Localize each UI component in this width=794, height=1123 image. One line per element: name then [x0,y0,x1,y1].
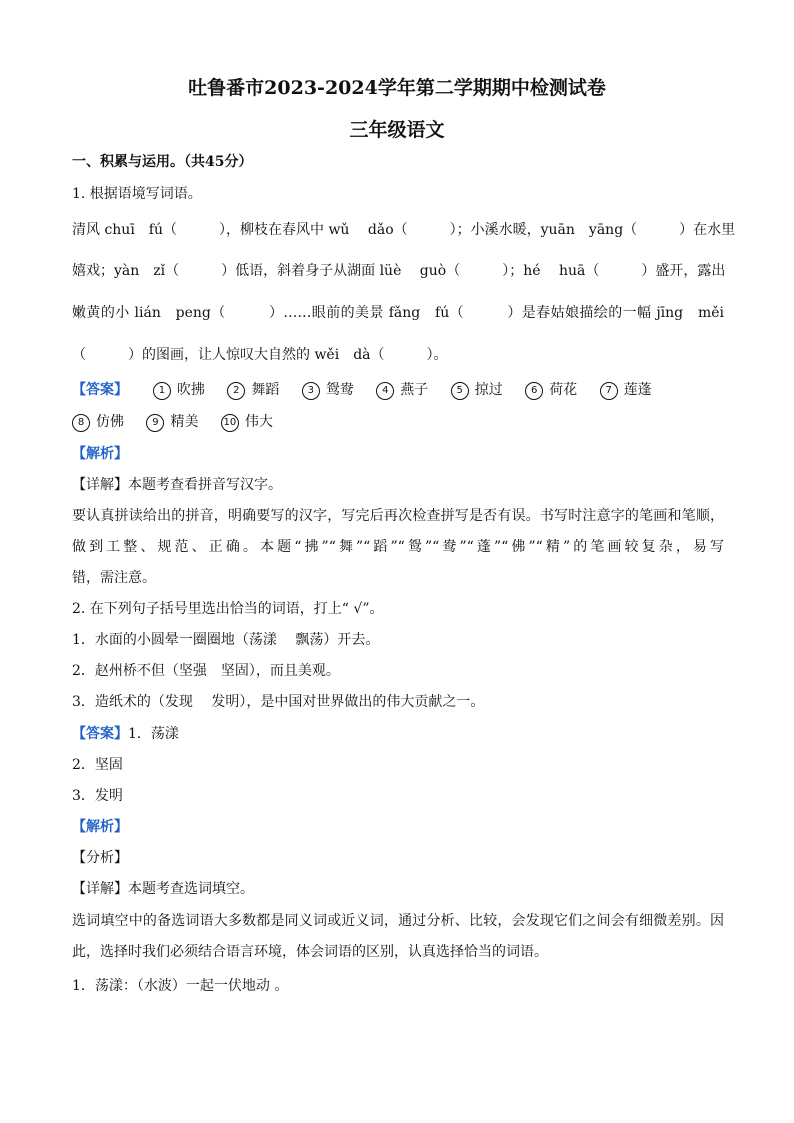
q2-answer: 1．荡漾 [128,726,179,742]
q1-passage-line: 嬉戏；yàn zǐ（ ）低语，斜着身子从湖面 lüè guò（ ）；hé huā（ ）盛开，露出 [72,263,726,279]
q1-stem: 1. 根据语境写词语。 [72,186,202,202]
answer-item: 1 吹拂 [153,379,205,400]
analysis-tag: 【解析】 [72,446,128,462]
answer-item: 3 鸳鸯 [302,379,354,400]
q1-passage-line: （ ）的图画，让人惊叹大自然的 wěi dà（ ）。 [72,347,448,363]
q2-explain-line: 选词填空中的备选词语大多数都是同义词或近义词，通过分析、比较，会发现它们之间会有细微差别。因 [72,913,724,929]
circled-number: 4 [376,382,394,400]
section-heading: 一、积累与运用。（共45分） [72,154,253,170]
answer-item: 10 伟大 [221,411,273,432]
circled-number: 3 [302,382,320,400]
q1-explain-line: 错，需注意。 [72,570,156,586]
q2-answer-row [72,723,724,743]
analysis-tag: 【解析】 [72,819,128,835]
q2-last-line: 1．荡漾：（水波）一起一伏地动 。 [72,978,289,994]
q2-item: 1．水面的小圆晕一圈圈地（荡漾 飘荡）开去。 [72,632,380,648]
q1-explain-line: 做到工整、规范、正确。本题“拂”“舞”“蹈”“鸳”“鸯”“蓬”“佛”“精”的笔画较复杂，易写 [72,539,724,555]
q1-answer-row [72,411,724,432]
q2-answer: 3．发明 [72,788,123,804]
exam-title: 吐鲁番市2023-2024学年第二学期期中检测试卷 [188,77,606,99]
q2-item: 2．赵州桥不但（坚强 坚固），而且美观。 [72,663,340,679]
q2-answer: 2．坚固 [72,757,123,773]
circled-number: 5 [451,382,469,400]
answer-item: 9 精美 [146,411,198,432]
q1-answer-row [72,379,724,400]
q1-detail: 【详解】本题考查看拼音写汉字。 [72,477,282,493]
answer-item: 8 仿佛 [72,411,124,432]
q1-passage-line: 清风 chuī fú（ ），柳枝在春风中 wǔ dǎo（ ）；小溪水暖，yuān yāng（ ）在水里 [72,222,736,238]
exam-subtitle: 三年级语文 [349,119,445,141]
q2-fenxi: 【分析】 [72,850,128,866]
answer-tag: 【答案】 [72,726,128,742]
answer-item: 4 燕子 [376,379,428,400]
q2-explain-line: 此，选择时我们必须结合语言环境，体会词语的区别，认真选择恰当的词语。 [72,944,548,960]
circled-number: 1 [153,382,171,400]
q2-item: 3．造纸术的（发现 发明），是中国对世界做出的伟大贡献之一。 [72,694,485,710]
q1-explain-line: 要认真拼读给出的拼音，明确要写的汉字，写完后再次检查拼写是否有误。书写时注意字的笔画和笔顺， [72,508,724,524]
answer-item: 6 荷花 [525,379,577,400]
q2-detail: 【详解】本题考查选词填空。 [72,881,254,897]
circled-number: 10 [221,414,239,432]
circled-number: 2 [227,382,245,400]
answer-tag: 【答案】 [72,382,128,398]
circled-number: 7 [600,382,618,400]
q1-passage-line: 嫩黄的小 lián peng（ ）……眼前的美景 fǎng fú（ ）是春姑娘描绘的一幅 jīng měi [72,305,724,321]
answer-item: 7 莲蓬 [600,379,652,400]
circled-number: 6 [525,382,543,400]
circled-number: 8 [72,414,90,432]
circled-number: 9 [146,414,164,432]
q2-stem: 2. 在下列句子括号里选出恰当的词语，打上“ √”。 [72,601,384,617]
answer-item: 5 掠过 [451,379,503,400]
answer-item: 2 舞蹈 [227,379,279,400]
